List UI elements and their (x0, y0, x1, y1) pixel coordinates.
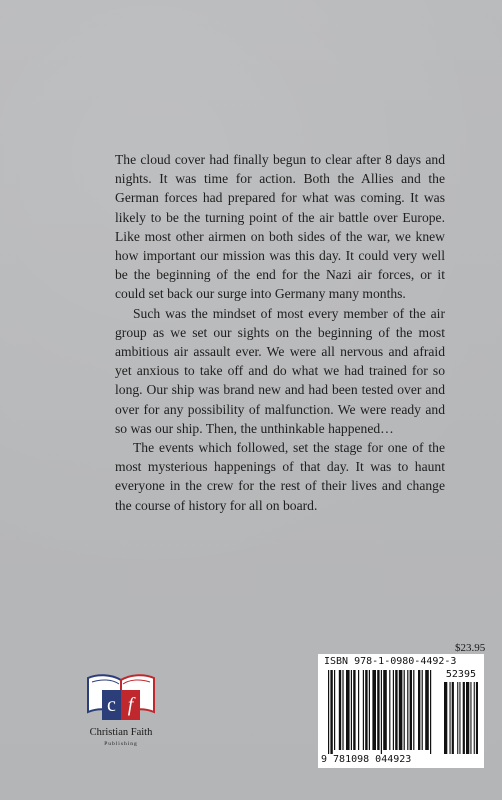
publisher-subtitle: Publishing (104, 741, 138, 747)
book-icon (84, 668, 158, 726)
publisher-logo (76, 668, 166, 768)
blurb-paragraph-3: The events which followed, set the stage for one of the most mysterious happenings of that day. It was to haunt everyone in the crew for the rest of their lives and change the course of history for all on board. (115, 440, 445, 513)
publisher-name: Christian Faith (89, 727, 153, 738)
blurb-text (115, 150, 445, 515)
logo-monogram-f: f (127, 694, 134, 716)
price-label: $23.95 (455, 642, 486, 654)
ean-digits: 9 781098 044923 (321, 754, 412, 765)
barcode-addon-number: 52395 (445, 669, 476, 680)
blurb-paragraph-1: The cloud cover had finally begun to clear after 8 days and nights. It was time for action. Both the Allies and the German forces had prepared for what was coming. It was likely to be the turning point of the air battle over Europe. Like most other airmen on both sides of the war, we knew how important our mission was this day. It could very well be the beginning of the end for the Nazi air forces, or it could set back our surge into Germany many months. (115, 152, 445, 302)
blurb-paragraph-2: Such was the mindset of most every member of the air group as we set our sights on the beginning of the most ambitious air assault ever. We were all nervous and afraid yet anxious to take off and do what we had trained for so long. Our ship was brand new and had been tested over and over for any possibility of malfunction. We were ready and so was our ship. Then, the unthinkable happened… (115, 305, 445, 436)
barcode-bars (328, 670, 478, 754)
barcode (318, 654, 484, 768)
isbn-number: ISBN 978-1-0980-4492-3 (324, 656, 457, 667)
logo-monogram-c: c (107, 694, 116, 716)
